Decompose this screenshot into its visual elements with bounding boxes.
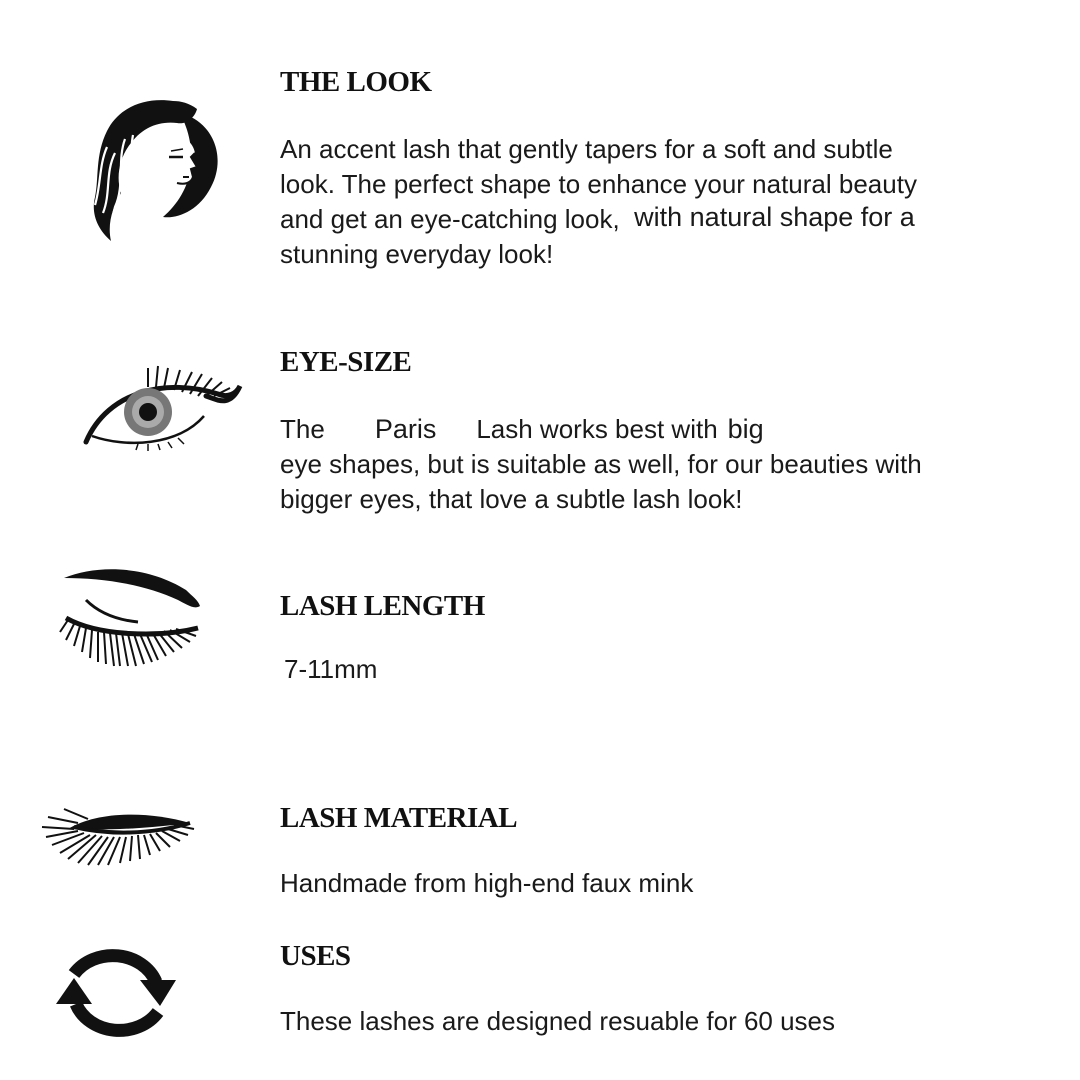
eye-size-line-1-rest: Lash works best with <box>476 414 718 444</box>
eye-size-line-3: bigger eyes, that love a subtle lash look! <box>280 484 743 514</box>
the-look-line-3a: and get an eye-catching look, <box>280 204 620 234</box>
eye-size-line-2: eye shapes, but is suitable as well, for our beauties with <box>280 449 922 479</box>
eye-size-line-1 <box>280 412 922 447</box>
the-look-line-4: stunning everyday look! <box>280 239 554 269</box>
woman-profile-icon <box>85 95 225 245</box>
the-look-line-3b: with natural shape for a <box>634 202 915 232</box>
eye-size-the: The <box>280 414 325 444</box>
the-look-line-2: look. The perfect shape to enhance your natural beauty <box>280 169 917 199</box>
uses-heading: USES <box>280 940 351 972</box>
the-look-line-3 <box>280 202 917 237</box>
eye-size-size-word: big <box>727 414 764 444</box>
eye-size-description <box>280 412 922 517</box>
lash-length-value: 7-11mm <box>284 654 378 684</box>
eye-icon <box>78 360 243 452</box>
uses-text: These lashes are designed resuable for 60 uses <box>280 1006 836 1036</box>
lash-material-heading: LASH MATERIAL <box>280 802 518 834</box>
eye-size-heading: EYE-SIZE <box>280 346 412 378</box>
eye-size-lash-name: Paris <box>374 414 437 444</box>
lash-strip-icon <box>38 805 198 867</box>
the-look-heading: THE LOOK <box>280 66 432 98</box>
reuse-arrows-icon <box>52 942 180 1046</box>
closed-eye-brow-icon <box>58 562 203 672</box>
lash-material-text: Handmade from high-end faux mink <box>280 868 694 898</box>
lash-length-heading: LASH LENGTH <box>280 590 485 622</box>
the-look-description <box>280 132 917 272</box>
the-look-line-1: An accent lash that gently tapers for a soft and subtle <box>280 134 893 164</box>
